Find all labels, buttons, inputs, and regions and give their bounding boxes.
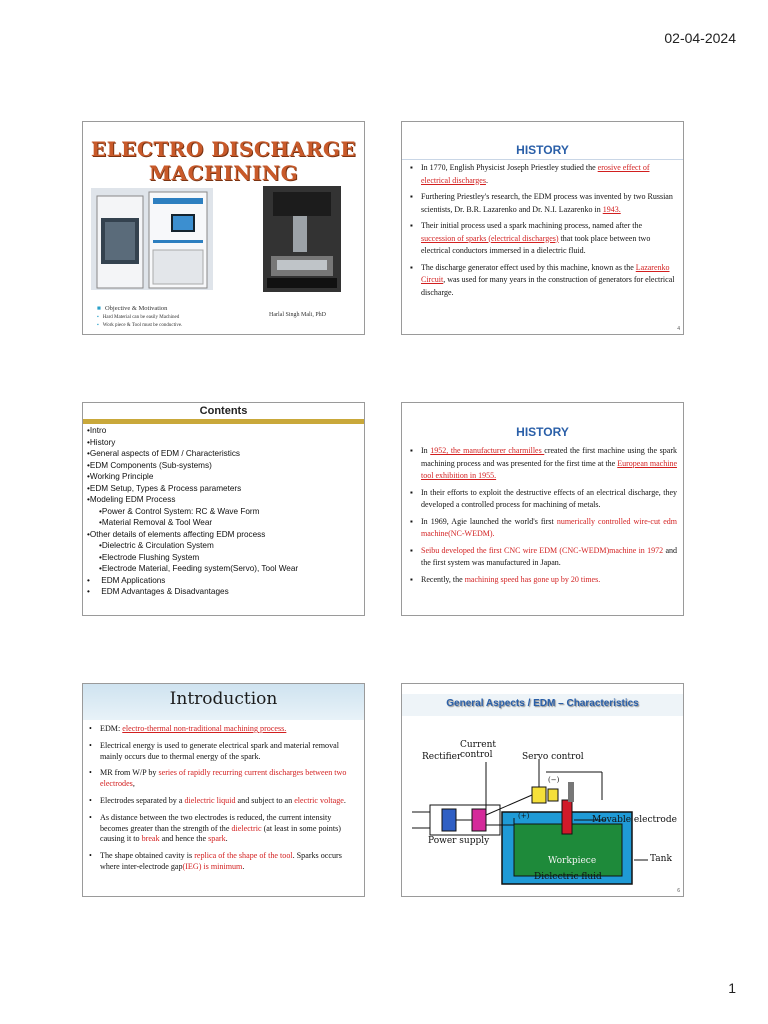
history-bullet: ▪ In 1770, English Physicist Joseph Priestley studied the erosive effect of electrical discharges. <box>410 162 677 187</box>
intro-bullet: • Electrical energy is used to generate electrical spark and material removal mainly occurs due to thermal energy of the spark. <box>89 741 354 763</box>
edm-schematic-diagram <box>402 684 684 897</box>
contents-item: •Modeling EDM Process <box>87 495 176 504</box>
intro-bullet: • EDM: electro-thermal non-traditional machining process. <box>89 724 354 735</box>
slide-general-aspects <box>401 683 684 897</box>
slide-contents <box>82 402 365 616</box>
contents-list <box>87 425 298 598</box>
history-bullet: ▪ In 1969, Agie launched the world's first numerically controlled wire-cut edm machine(NC-WEDM). <box>410 516 677 541</box>
rectifier-label: Rectifier <box>422 752 462 762</box>
slide-title-line1: ELECTRO DISCHARGE <box>90 137 357 161</box>
contents-item: • EDM Advantages & Disadvantages <box>87 587 229 596</box>
objective-bullet: Objective & Motivation <box>104 305 168 312</box>
contents-item: •Material Removal & Tool Wear <box>99 518 213 527</box>
workpiece-label: Workpiece <box>548 856 597 866</box>
slide-history-1 <box>401 121 684 335</box>
slide-history-2 <box>401 402 684 616</box>
slide-title-line2: MACHINING <box>148 161 299 185</box>
edm-machine-photo <box>91 188 213 290</box>
history-bullet: ▪ In their efforts to exploit the destructive effects of an electrical discharge, they developed a controlled process for machining of metals. <box>410 487 677 512</box>
intro-bullet: • MR from W/P by series of rapidly recurring current discharges between two electrodes, <box>89 768 354 790</box>
minus-terminal-label: (−) <box>548 776 560 784</box>
objective-bullets: ■ Objective & Motivation ▪ Hard Material can be easily Machined ▪ Work piece & Tool must be conductive. <box>97 305 183 328</box>
history-bullet: ▪ In 1952, the manufacturer charmilles created the first machine using the spark machining process and was presented for the first time at the European machine tool exhibition in 1955. <box>410 445 677 483</box>
contents-item: •Intro <box>87 426 107 435</box>
slide-history-title: HISTORY <box>516 425 569 439</box>
history-bullet: ▪ Seibu developed the first CNC wire EDM (CNC-WEDM)machine in 1972 and the first system was manufactured in Japan. <box>410 545 677 570</box>
current-control-label: Current control <box>460 740 497 760</box>
contents-item: •Working Principle <box>87 472 154 481</box>
page-date: 02-04-2024 <box>664 30 736 46</box>
introduction-list <box>89 724 354 879</box>
contents-item: •History <box>87 437 116 447</box>
servo-control-label: Servo control <box>522 752 584 762</box>
contents-item: •EDM Setup, Types & Process parameters <box>87 483 242 493</box>
contents-item: •Electrode Flushing System <box>99 552 200 562</box>
intro-bullet: • Electrodes separated by a dielectric liquid and subject to an electric voltage. <box>89 796 354 807</box>
plus-terminal-label: (+) <box>518 812 530 820</box>
title-divider <box>402 159 683 160</box>
history-list <box>410 162 677 303</box>
movable-electrode-label: Movable electrode <box>592 815 677 825</box>
history-bullet: ▪ Furthering Priestley's research, the EDM process was invented by two Russian scientists, Dr. B.R. Lazarenko and Dr. N.I. Lazarenko in 1943. <box>410 191 677 216</box>
slide-history-title: HISTORY <box>516 143 569 157</box>
contents-item: •EDM Components (Sub-systems) <box>87 460 212 470</box>
history-bullet: ▪ Recently, the machining speed has gone up by 20 times. <box>410 574 677 587</box>
history-bullet: ▪ Their initial process used a spark machining process, named after the succession of sparks (electrical discharges) that took place between two electrical conductors immersed in a dielectric fluid. <box>410 220 677 258</box>
general-aspects-title: General Aspects / EDM – Characteristics <box>446 698 639 709</box>
dielectric-fluid-label: Dielectric fluid <box>534 872 602 882</box>
introduction-title: Introduction <box>169 689 278 709</box>
contents-item: •Other details of elements affecting EDM process <box>87 529 266 539</box>
contents-item: •Electrode Material, Feeding system(Servo), Tool Wear <box>99 564 299 573</box>
contents-item: •Dielectric & Circulation System <box>99 541 214 550</box>
history-list <box>410 445 677 590</box>
objective-sub2: Work piece & Tool must be conductive. <box>102 323 183 328</box>
contents-title: Contents <box>199 405 248 417</box>
contents-item: •General aspects of EDM / Characteristics <box>87 449 241 458</box>
contents-item: • EDM Applications <box>87 575 166 585</box>
edm-electrode-photo <box>263 186 341 292</box>
slide-introduction <box>82 683 365 897</box>
intro-bullet: • As distance between the two electrodes is reduced, the current intensity becomes greater than the strength of the dielectric (at least in some points) causing it to break and hence the spark. <box>89 813 354 845</box>
contents-item: •Power & Control System: RC & Wave Form <box>99 506 260 516</box>
slide-number: 4 <box>677 326 680 332</box>
author-name: Harlal Singh Mali, PhD <box>269 312 326 318</box>
title-divider <box>83 419 364 424</box>
tank-label: Tank <box>650 854 672 864</box>
history-bullet: ▪ The discharge generator effect used by this machine, known as the Lazarenko Circuit, was used for many years in the construction of generators for electrical discharge. <box>410 262 677 300</box>
slide-number: 6 <box>677 888 680 894</box>
slide-title <box>82 121 365 335</box>
intro-bullet: • The shape obtained cavity is replica of the shape of the tool. Sparks occurs where inter-electrode gap(IEG) is minimum. <box>89 851 354 873</box>
objective-sub1: Hard Material can be easily Machined <box>102 315 180 320</box>
power-supply-label: Power supply <box>428 836 490 846</box>
page-number: 1 <box>728 980 736 996</box>
